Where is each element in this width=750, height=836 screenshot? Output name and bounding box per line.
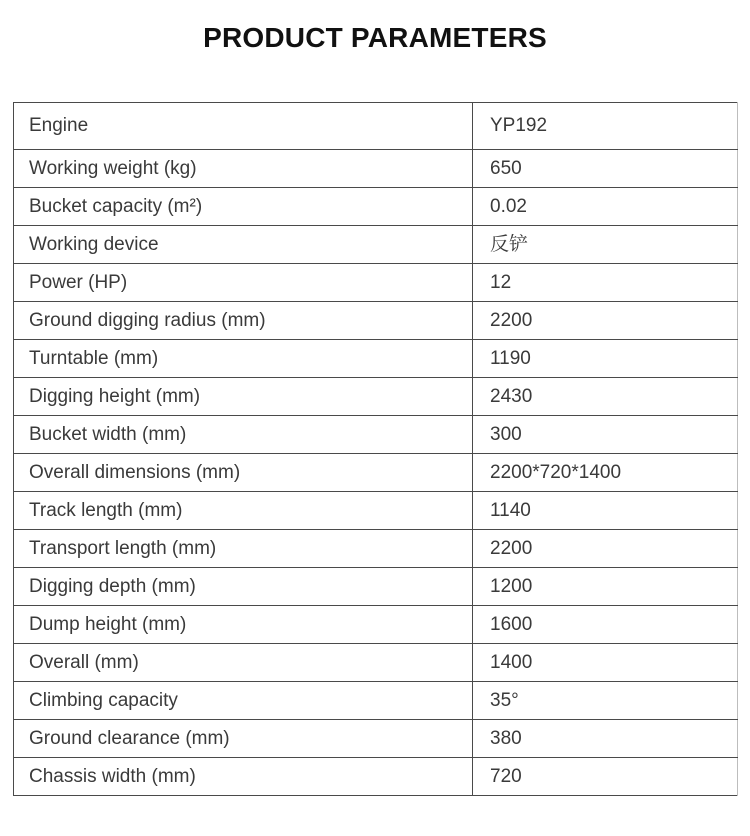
parameter-label: Power (HP) [14, 264, 473, 302]
parameter-value: 2200*720*1400 [473, 454, 738, 492]
table-row [14, 682, 738, 720]
parameter-value: 12 [473, 264, 738, 302]
table-row [14, 530, 738, 568]
parameter-label: Engine [14, 103, 473, 150]
parameter-value: 2430 [473, 378, 738, 416]
table-row [14, 644, 738, 682]
parameter-label: Dump height (mm) [14, 606, 473, 644]
table-row [14, 378, 738, 416]
parameter-value: 0.02 [473, 188, 738, 226]
table-row [14, 416, 738, 454]
table-row [14, 188, 738, 226]
parameter-label: Working weight (kg) [14, 150, 473, 188]
table-row [14, 150, 738, 188]
parameter-value: 650 [473, 150, 738, 188]
parameter-label: Bucket capacity (m²) [14, 188, 473, 226]
parameter-value: 2200 [473, 530, 738, 568]
parameter-value: 1190 [473, 340, 738, 378]
table-row [14, 606, 738, 644]
table-row [14, 758, 738, 796]
parameter-value: 1600 [473, 606, 738, 644]
parameter-value: 1400 [473, 644, 738, 682]
parameter-value: 2200 [473, 302, 738, 340]
parameter-value: 1200 [473, 568, 738, 606]
product-parameters-table [13, 102, 738, 796]
parameter-label: Chassis width (mm) [14, 758, 473, 796]
table-row [14, 454, 738, 492]
table-row [14, 340, 738, 378]
parameter-label: Track length (mm) [14, 492, 473, 530]
parameter-label: Digging height (mm) [14, 378, 473, 416]
parameter-label: Overall dimensions (mm) [14, 454, 473, 492]
parameter-value: 反铲 [473, 226, 738, 264]
parameter-label: Overall (mm) [14, 644, 473, 682]
table-row [14, 103, 738, 150]
parameter-label: Digging depth (mm) [14, 568, 473, 606]
page-title: PRODUCT PARAMETERS [203, 22, 547, 53]
table-row [14, 568, 738, 606]
table-row [14, 302, 738, 340]
table-row [14, 226, 738, 264]
parameter-label: Ground digging radius (mm) [14, 302, 473, 340]
parameter-label: Bucket width (mm) [14, 416, 473, 454]
parameters-table-body [14, 103, 738, 796]
parameter-value: 1140 [473, 492, 738, 530]
parameter-label: Turntable (mm) [14, 340, 473, 378]
parameter-value: 720 [473, 758, 738, 796]
table-row [14, 264, 738, 302]
parameter-label: Ground clearance (mm) [14, 720, 473, 758]
table-row [14, 492, 738, 530]
parameter-label: Transport length (mm) [14, 530, 473, 568]
parameter-value: 35° [473, 682, 738, 720]
parameter-value: YP192 [473, 103, 738, 150]
parameter-value: 300 [473, 416, 738, 454]
parameter-label: Climbing capacity [14, 682, 473, 720]
parameter-label: Working device [14, 226, 473, 264]
table-row [14, 720, 738, 758]
parameter-value: 380 [473, 720, 738, 758]
